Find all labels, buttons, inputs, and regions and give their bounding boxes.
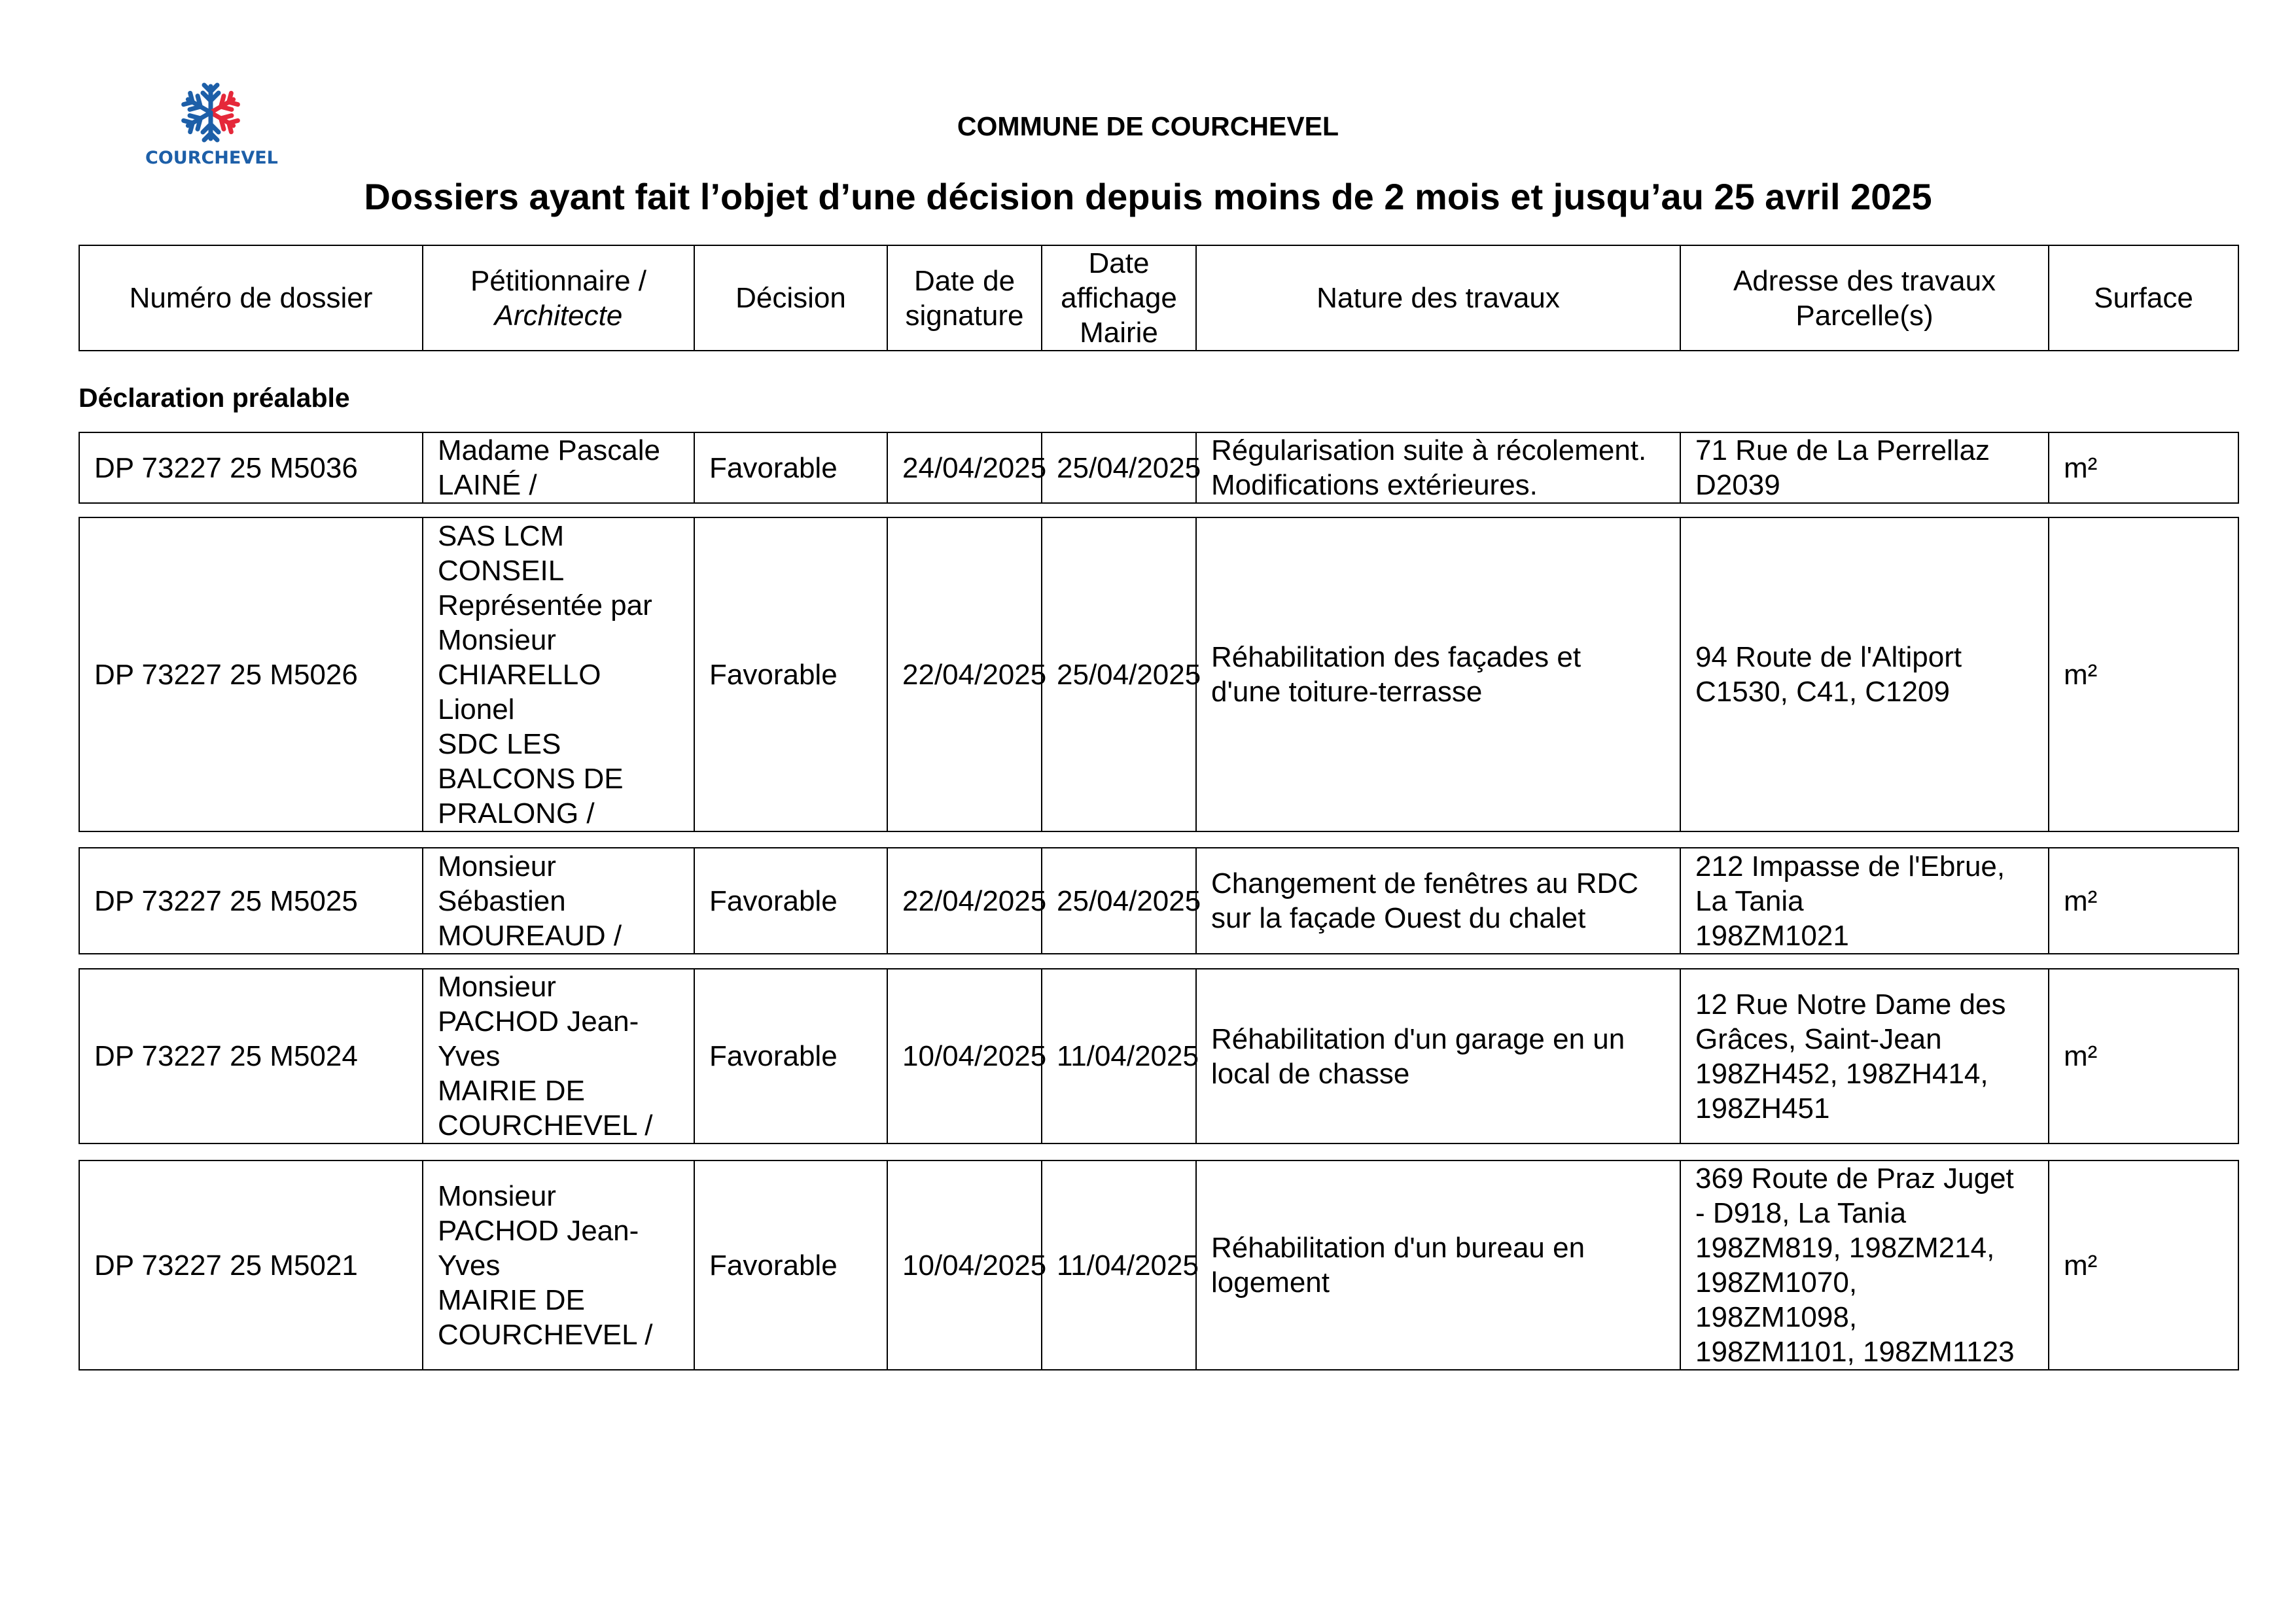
adresse-travaux-line: C1530, C41, C1209 [1695,676,1950,708]
decision-value: Favorable [694,969,887,1143]
surface-value: m² [2049,1161,2238,1370]
nature-travaux-line: d'une toiture-terrasse [1211,676,1483,708]
column-header-table [79,245,2239,351]
decision-value: Favorable [694,848,887,954]
petitionnaire-line: MAIRIE DE [438,1283,585,1316]
header-decision: Décision [694,245,887,351]
petitionnaire [423,848,694,954]
header-petitionnaire [423,245,694,351]
adresse-travaux [1680,517,2049,831]
header-petitionnaire-label: Pétitionnaire / [470,264,647,297]
petitionnaire [423,969,694,1143]
header-date-signature [887,245,1042,351]
adresse-travaux-line: D2039 [1695,469,1780,501]
nature-travaux-line: Régularisation suite à récolement. [1211,434,1647,466]
nature-travaux [1196,969,1680,1143]
date-affichage: 11/04/2025 [1042,969,1196,1143]
adresse-travaux [1680,848,2049,954]
decision-value: Favorable [694,432,887,503]
petitionnaire-line: LAINÉ / [438,469,537,501]
date-affichage: 25/04/2025 [1042,848,1196,954]
petitionnaire-line: Yves [438,1249,501,1282]
adresse-travaux-line: 198ZM1021 [1695,919,1849,952]
header-numero: Numéro de dossier [79,245,423,351]
adresse-travaux [1680,1161,2049,1370]
petitionnaire-line: MOUREAUD / [438,919,622,952]
adresse-travaux-line: 12 Rue Notre Dame des [1695,988,2006,1021]
section-heading: Déclaration préalable [79,383,350,413]
header-date-signature-line1: Date de [913,264,1016,297]
adresse-travaux-line: 94 Route de l'Altiport [1695,641,1962,673]
table-row [79,848,2238,954]
petitionnaire-line: SDC LES [438,727,561,760]
table-row [79,432,2238,503]
dossier-row-table [79,968,2239,1144]
petitionnaire-line: Madame Pascale [438,434,660,466]
dossier-number: DP 73227 25 M5026 [79,517,423,831]
commune-heading: COMMUNE DE COURCHEVEL [957,111,1339,141]
petitionnaire-line: Monsieur [438,971,556,1003]
date-affichage: 25/04/2025 [1042,432,1196,503]
petitionnaire-line: Représentée par [438,589,652,621]
dossier-row-table [79,432,2239,504]
header-date-signature-line2: signature [905,299,1024,332]
nature-travaux-line: sur la façade Ouest du chalet [1211,902,1586,934]
decision-value: Favorable [694,1161,887,1370]
nature-travaux-line: logement [1211,1266,1330,1299]
table-row [79,969,2238,1143]
date-signature: 22/04/2025 [887,848,1042,954]
petitionnaire-line: PACHOD Jean- [438,1214,639,1247]
nature-travaux-line: Réhabilitation d'un bureau en [1211,1232,1585,1264]
adresse-travaux-line: 198ZH451 [1695,1092,1830,1125]
date-signature: 24/04/2025 [887,432,1042,503]
adresse-travaux-line: 198ZM1070, [1695,1266,1858,1299]
surface-value: m² [2049,848,2238,954]
table-row [79,517,2238,831]
decision-value: Favorable [694,517,887,831]
adresse-travaux-line: 369 Route de Praz Juget [1695,1162,2014,1195]
nature-travaux-line: Changement de fenêtres au RDC [1211,867,1639,899]
adresse-travaux-line: La Tania [1695,884,1804,917]
petitionnaire-line: Monsieur [438,623,556,656]
dossier-row-table [79,1160,2239,1370]
surface-value: m² [2049,432,2238,503]
header-date-affichage-line1: Date [1088,247,1150,279]
petitionnaire-line: Monsieur [438,850,556,882]
nature-travaux [1196,517,1680,831]
header-nature: Nature des travaux [1196,245,1680,351]
petitionnaire-line: Monsieur [438,1179,556,1212]
date-affichage: 25/04/2025 [1042,517,1196,831]
adresse-travaux-line: 212 Impasse de l'Ebrue, [1695,850,2005,882]
date-signature: 10/04/2025 [887,969,1042,1143]
header-date-affichage-line2: affichage [1061,282,1177,314]
petitionnaire [423,1161,694,1370]
header-adresse-line2: Parcelle(s) [1795,299,1934,332]
nature-travaux [1196,1161,1680,1370]
nature-travaux [1196,432,1680,503]
dossier-number: DP 73227 25 M5024 [79,969,423,1143]
adresse-travaux-line: 198ZM1098, [1695,1301,1858,1333]
adresse-travaux-line: 198ZH452, 198ZH414, [1695,1057,1988,1090]
petitionnaire-line: Lionel [438,693,515,725]
adresse-travaux-line: Grâces, Saint-Jean [1695,1022,1942,1055]
dossier-number: DP 73227 25 M5025 [79,848,423,954]
petitionnaire-line: Yves [438,1040,501,1072]
nature-travaux-line: Réhabilitation des façades et [1211,641,1581,673]
adresse-travaux [1680,969,2049,1143]
dossier-row-table [79,517,2239,832]
petitionnaire-line: COURCHEVEL / [438,1318,653,1351]
header-surface: Surface [2049,245,2238,351]
header-adresse-line1: Adresse des travaux [1733,264,1996,297]
petitionnaire [423,517,694,831]
adresse-travaux [1680,432,2049,503]
nature-travaux-line: Réhabilitation d'un garage en un [1211,1022,1625,1055]
dossier-number: DP 73227 25 M5021 [79,1161,423,1370]
petitionnaire-line: COURCHEVEL / [438,1109,653,1142]
logo-wordmark: COURCHEVEL [145,148,278,168]
adresse-travaux-line: 198ZM819, 198ZM214, [1695,1232,1995,1264]
date-signature: 10/04/2025 [887,1161,1042,1370]
date-signature: 22/04/2025 [887,517,1042,831]
surface-value: m² [2049,969,2238,1143]
adresse-travaux-line: 71 Rue de La Perrellaz [1695,434,1990,466]
dossier-row-table [79,847,2239,954]
surface-value: m² [2049,517,2238,831]
header-adresse [1680,245,2049,351]
petitionnaire-line: CHIARELLO [438,658,601,691]
nature-travaux-line: Modifications extérieures. [1211,469,1538,501]
header-architecte-label: Architecte [494,299,623,332]
petitionnaire-line: BALCONS DE [438,762,624,795]
petitionnaire-line: MAIRIE DE [438,1075,585,1107]
header-date-affichage [1042,245,1196,351]
date-affichage: 11/04/2025 [1042,1161,1196,1370]
petitionnaire-line: CONSEIL [438,554,565,587]
petitionnaire-line: SAS LCM [438,519,565,552]
nature-travaux-line: local de chasse [1211,1057,1410,1090]
petitionnaire-line: Sébastien [438,884,566,917]
table-row [79,1161,2238,1370]
adresse-travaux-line: 198ZM1101, 198ZM1123 [1695,1336,2015,1368]
page-title: Dossiers ayant fait l’objet d’une décision depuis moins de 2 mois et jusqu’au 25 avril 2025 [364,176,1932,217]
petitionnaire [423,432,694,503]
nature-travaux [1196,848,1680,954]
header-date-affichage-line3: Mairie [1080,317,1158,349]
adresse-travaux-line: - D918, La Tania [1695,1197,1907,1229]
petitionnaire-line: PACHOD Jean- [438,1005,639,1038]
petitionnaire-line: PRALONG / [438,797,595,829]
dossier-number: DP 73227 25 M5036 [79,432,423,503]
